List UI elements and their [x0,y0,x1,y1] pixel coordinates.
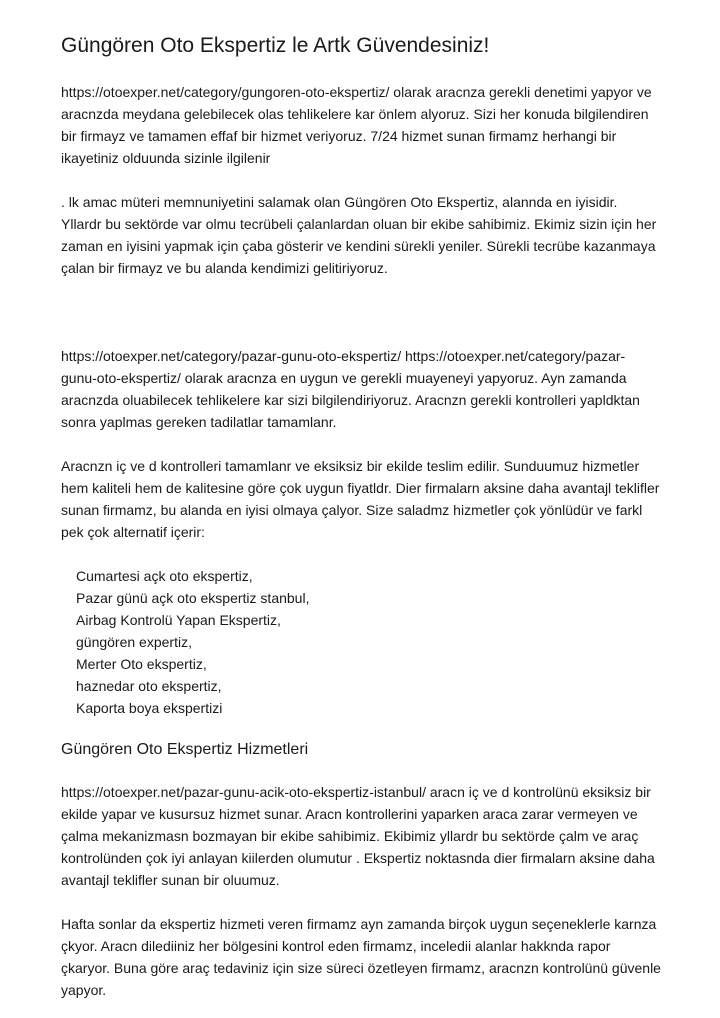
list-item: Airbag Kontrolü Yapan Ekspertiz, [76,612,281,628]
intro-paragraph: https://otoexper.net/category/gungoren-oto-ekspertiz/ olarak aracnza gerekli denetimi yapyor ve aracnzda meydana gelebilecek olas tehlikelere kar önlem alyoruz. Sizi her konuda bilgilendiren bir firmayz ve tamamen effaf bir hizmet veriyoruz. 7/24 hizmet sunan firmamz herhangi bir ikayetiniz olduunda sizinle ilgilenir [61,84,652,166]
services-list [61,565,661,719]
list-item: haznedar oto ekspertiz, [76,678,222,694]
section-heading: Güngören Oto Ekspertiz Hizmetleri [61,741,309,758]
weekend-paragraph: Hafta sonlar da ekspertiz hizmeti veren firmamz ayn zamanda birçok uygun seçeneklerle karnza çkyor. Aracn dilediiniz her bölgesini kontrol eden firmamz, inceledii alanlar hakknda rapor çkaryor. Buna göre araç tedaviniz için size süreci özetleyen firmamz, aracnzn kontrolünü güvenle yapyor. [61,916,661,998]
list-item: Pazar günü açk oto ekspertiz stanbul, [76,590,310,606]
list-item: güngören expertiz, [76,634,192,650]
controls-paragraph: Aracnzn iç ve d kontrolleri tamamlanr ve eksiksiz bir ekilde teslim edilir. Sunduumuz hizmetler hem kaliteli hem de kalitesine göre çok uygun fiyatldr. Dier firmalarn aksine daha avantajl teklifler sunan firmamz, bu alanda en iyisi olmaya çalyor. Size saladmz hizmetler çok yönlüdür ve farkl pek çok alternatif içerir: [61,458,660,540]
page-title: Güngören Oto Ekspertiz le Artk Güvendesiniz! [61,34,490,57]
mission-paragraph: . lk amac müteri memnuniyetini salamak olan Güngören Oto Ekspertiz, alannda en iyisidir. Yllardr bu sektörde var olmu tecrübeli çalanlardan oluan bir ekibe sahibimiz. Ekimiz sizin için her zaman en iyisini yapmak için çaba gösterir ve kendini sürekli yeniler. Sürekli tecrübe kazanmaya çalan bir firmayz ve bu alanda kendimizi gelitiriyoruz. [61,194,657,276]
list-item: Cumartesi açk oto ekspertiz, [76,568,253,584]
services-paragraph: https://otoexper.net/pazar-gunu-acik-oto-ekspertiz-istanbul/ aracn iç ve d kontrolünü eksiksiz bir ekilde yapar ve kusursuz hizmet sunar. Aracn kontrollerini yaparken araca zarar vermeyen ve çalma mekanizmasn bozmayan bir ekibe sahibimiz. Ekibimiz yllardr bu sektörde çalm ve araç kontrolünden çok iyi anlayan kiilerden olumutur . Ekspertiz noktasnda dier firmalarn aksine daha avantajl teklifler sunan bir oluumuz. [61,784,655,888]
list-item: Merter Oto ekspertiz, [76,656,207,672]
list-item: Kaporta boya ekspertizi [76,700,223,716]
document-page [61,32,661,1001]
pazar-paragraph: https://otoexper.net/category/pazar-gunu-oto-ekspertiz/ https://otoexper.net/category/pazar-gunu-oto-ekspertiz/ olarak aracnza en uygun ve gerekli muayeneyi yapyoruz. Ayn zamanda aracnzda oluabilecek tehlikelere kar sizi bilgilendiriyoruz. Aracnzn gerekli kontrolleri yapldktan sonra yaplmas gereken tadilatlar tamamlanr. [61,348,640,430]
